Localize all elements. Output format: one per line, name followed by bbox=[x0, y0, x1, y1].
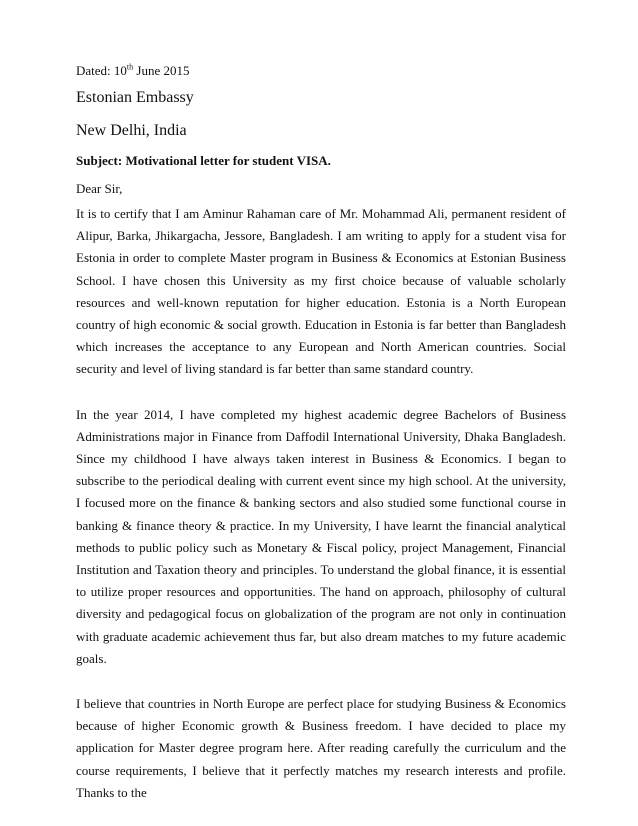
letter-page bbox=[76, 62, 566, 804]
recipient-name: Estonian Embassy bbox=[76, 89, 194, 106]
body-paragraph-2: In the year 2014, I have completed my highest academic degree Bachelors of Business Administrations major in Finance from Daffodil International University, Dhaka Bangladesh. Since my childhood I have always taken interest in Business & Economics. I began to subscribe to the periodical dealing with current event since my high school. At the university, I focused more on the finance & banking sectors and also studied some functional course in banking & finance theory & practice. In my University, I have learnt the financial analytical methods to public policy such as Monetary & Fiscal policy, project Management, Financial Institution and Taxation theory and principles. To understand the global finance, it is essential to utilize proper resources and opportunities. The hand on approach, philosophy of cultural diversity and pedagogical focus on globalization of the program are not only in continuation with graduate academic achievement thus far, but also dream matches to my future academic goals. bbox=[76, 406, 566, 666]
date-suffix: June 2015 bbox=[133, 63, 190, 78]
date-ordinal: th bbox=[126, 62, 134, 72]
recipient-location: New Delhi, India bbox=[76, 122, 187, 139]
letter-date bbox=[76, 62, 566, 80]
letter-subject: Subject: Motivational letter for student VISA. bbox=[76, 153, 331, 168]
date-prefix: Dated: 10 bbox=[76, 63, 127, 78]
body-paragraph-1: It is to certify that I am Aminur Rahaman care of Mr. Mohammad Ali, permanent resident of Alipur, Barka, Jhikargacha, Jessore, Bangladesh. I am writing to apply for a student visa for Estonia in order to complete Master program in Business & Economics at Estonian Business School. I have chosen this University as my first choice because of valuable scholarly resources and well-known reputation for higher education. Estonia is a North European country of high economic & social growth. Education in Estonia is far better than Bangladesh which increases the acceptance to any European and North American countries. Social security and level of living standard is far better than same standard country. bbox=[76, 206, 566, 377]
body-paragraph-3: I believe that countries in North Europe are perfect place for studying Business & Economics because of higher Economic growth & Business freedom. I have decided to place my application for Master degree program here. After reading carefully the curriculum and the course requirements, I believe that it perfectly matches my research interests and profile. Thanks to the bbox=[76, 696, 566, 800]
salutation: Dear Sir, bbox=[76, 181, 123, 196]
